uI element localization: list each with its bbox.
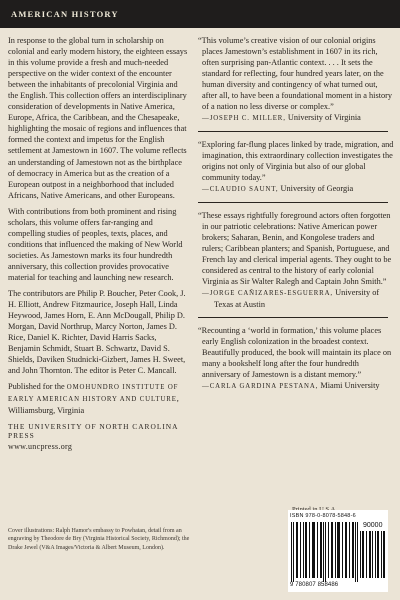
endorsement-text: “Recounting a ‘world in formation,’ this volume places early English colonization in the broadest context. Beautifully produced, the book will maintain its place on many a bookshelf long after the four hundredth anniversary of Jamestown is a distant memory.” (198, 326, 392, 379)
endorsement-text: “This volume’s creative vision of our colonial origins places Jamestown’s establishment in 1607 in its rich, often surprising pan-Atlantic context. . . . It sets the standard for reflecting, four hundred years later, on the human diversity and contingency of what turned out, after all, to have been a foundational moment in a history of a nation no less diverse or complex.” (198, 36, 393, 111)
endorser-affiliation: Miami University (318, 381, 380, 390)
published-suffix: , Williamsburg, Virginia (8, 394, 179, 416)
price-code-label: 90000 (363, 522, 383, 529)
cover-credit: Cover illustrations: Ralph Hamor's embassy to Powhatan, detail from an engraving by Theodore de Bry (Virginia Historical Society, Richmond); the Drake Jewel (V&A Images/Victoria & Albert Museum, London). (8, 528, 190, 551)
endorsement-text: “These essays rightfully foreground actors often forgotten in our patriotic celebrations: Native American power brokers; Saharan, Benin, and Kongolese traders and rulers; Caribbean planters; and Spanish, Portuguese, and French lay and clerical imperial agents. They ought to be considered as central to the history of early colonial Virginia as Sir Walter Ralegh and Captain John Smith.” (198, 211, 392, 286)
description-paragraph: In response to the global turn in scholarship on colonial and early modern history, the eighteen essays in this volume provide a fresh and much-needed perspective on the wider context of the encounter between the inhabitants of precolonial Virginia and the English. This collection offers an interdisciplinary consideration of developments in Native America, Europe, Africa, the Caribbean, and the Chesapeake, highlighting the mosaic of regions and influences that formed the context and impetus for the English settlement at Jamestown in 1607. The volume reflects an understanding of Jamestown not as the birthplace of democracy in America but as the creation of a European outpost in a neighborhood that included Africans, Native Americans, and other Europeans. (8, 36, 188, 200)
endorsement-attribution (198, 380, 394, 392)
endorsement (198, 210, 394, 310)
blurbs-column (198, 35, 394, 392)
endorsement-attribution (198, 287, 394, 310)
divider (198, 317, 388, 318)
description-paragraph: With contributions from both prominent and rising scholars, this volume offers far-ranging and compelling studies of peoples, texts, places, and conditions that influenced the making of New World societies. As Jamestown marks its four hundredth anniversary, this collection provides provocative material for teaching and launching new research. (8, 206, 183, 282)
endorser-name: —JOSEPH C. MILLER, (202, 115, 286, 122)
divider (198, 202, 388, 203)
header-bar (0, 0, 400, 28)
isbn-label: ISBN 978-0-8078-5848-6 (290, 513, 356, 519)
endorsement (198, 325, 394, 392)
endorsement (198, 35, 394, 124)
addon-barcode-bars (360, 531, 386, 578)
endorsement-attribution (198, 183, 394, 195)
endorsement (198, 139, 394, 195)
endorser-name: —JORGE CAÑIZARES-ESGUERRA, (202, 290, 334, 297)
divider (198, 131, 388, 132)
endorser-affiliation: University of Virginia (285, 113, 361, 122)
ean-barcode-bars (290, 522, 358, 582)
endorsement-text: “Exploring far-flung places linked by trade, migration, and imagination, this extraordinary collection investigates the origins not only of Virginia but also of our global community today.” (198, 140, 394, 182)
barcode (288, 510, 388, 592)
contributors-paragraph: The contributors are Philip P. Boucher, Peter Cook, J. H. Elliott, Andrew Fitzmaurice, Joseph Hall, Linda Heywood, James Horn, E. Ann McDougall, Philip D. Morgan, David Northrup, Marcy Norton, James D. Rice, Daniel K. Richter, David Harris Sacks, Benjamin Schmidt, Stuart B. Schwartz, David S. Shields, Daviken Studnicki-Gizbert, James H. Sweet, and John Thornton. The editor is Peter C. Mancall. (8, 289, 186, 376)
institute-name: OMOHUNDRO INSTITUTE OF EARLY AMERICAN HISTORY AND CULTURE (8, 384, 179, 404)
category-label: AMERICAN HISTORY (11, 9, 119, 19)
description-column (8, 35, 188, 451)
barcode-digits: 9 780807 858486 (290, 582, 339, 588)
published-prefix: Published for the (8, 382, 65, 392)
endorser-affiliation: University of Georgia (278, 184, 354, 193)
press-url: www.uncpress.org (8, 442, 73, 452)
endorser-name: —CLAUDIO SAUNT, (202, 186, 279, 193)
publisher-line (8, 381, 188, 416)
endorser-affiliation: University of Texas at Austin (214, 288, 380, 309)
endorsement-attribution (198, 112, 394, 124)
press-name: THE UNIVERSITY OF NORTH CAROLINA PRESS (8, 422, 179, 441)
endorser-name: —CARLA GARDINA PESTANA, (202, 383, 319, 390)
